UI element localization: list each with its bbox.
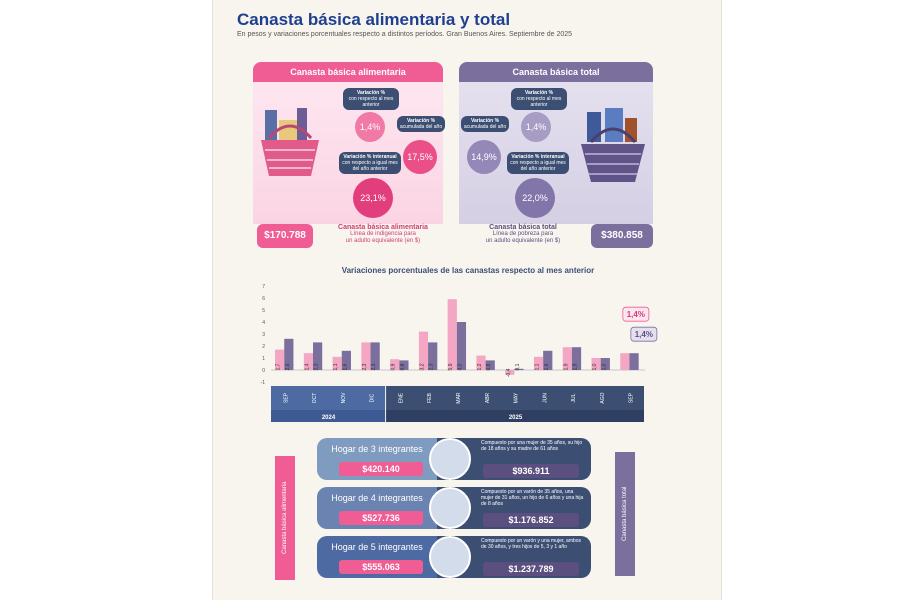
cba-panel: [253, 82, 443, 224]
bar-value-label: 2,3: [313, 363, 320, 371]
cba-var-mensual-value: 1,4%: [355, 112, 385, 142]
cbt-last-callout: 1,4%: [634, 330, 653, 340]
family-icon: [429, 536, 471, 578]
cbt-var-mensual-label: Variación % con respecto al mes anterior: [511, 88, 567, 110]
y-tick-label: 0: [262, 368, 265, 374]
bar-value-label: -0,4: [505, 368, 512, 378]
bar-value-label: 1,1: [534, 363, 541, 371]
bar-cba: [620, 353, 629, 370]
y-tick-label: 4: [262, 320, 265, 326]
household-card: [317, 438, 591, 480]
bar-value-label: 1,7: [275, 363, 282, 371]
x-tick-label: JUL: [571, 393, 578, 403]
bar-value-label: 2,3: [361, 363, 368, 371]
cbt-var-inter-label: Variación % interanual con respecto a igual mes del año anterior: [507, 152, 569, 174]
bar-value-label: 1,4: [304, 363, 311, 371]
household-cba-price: $420.140: [339, 462, 423, 476]
bar-value-label: 0,9: [390, 363, 397, 371]
household-name: Hogar de 4 integrantes: [331, 493, 423, 503]
x-tick-label: FEB: [427, 393, 434, 403]
bar-value-label: 2,3: [428, 363, 435, 371]
x-tick-label: MAR: [456, 392, 462, 404]
x-tick-label: NOV: [340, 392, 347, 404]
bar-cbt: [629, 353, 638, 370]
household-cbt-price: $1.237.789: [483, 562, 579, 576]
bar-cbt: [457, 322, 466, 370]
bar-value-label: 2,6: [284, 363, 291, 371]
cbt-var-acum-label: Variación % acumulada del año: [461, 116, 509, 132]
cba-var-acum-value: 17,5%: [403, 140, 437, 174]
x-tick-label: ENE: [398, 392, 405, 404]
page-subtitle: En pesos y variaciones porcentuales respecto a distintos períodos. Gran Buenos Aires. Septiembre de 2025: [237, 31, 573, 38]
cba-var-inter-label: Variación % interanual con respecto a igual mes del año anterior: [339, 152, 401, 174]
bar-value-label: 4,0: [457, 363, 464, 371]
cba-last-callout: 1,4%: [626, 310, 645, 320]
cba-price: $170.788: [257, 224, 313, 248]
household-cba-price: $527.736: [339, 511, 423, 525]
bar-value-label: 1,9: [563, 363, 570, 371]
x-tick-label: MAY: [513, 392, 520, 404]
x-tick-label: SEP: [283, 392, 290, 404]
household-cba-price: $555.063: [339, 560, 423, 574]
cbt-price: $380.858: [591, 224, 653, 248]
family-icon: [429, 487, 471, 529]
y-tick-label: 1: [262, 356, 265, 362]
bar-value-label: 1,9: [572, 363, 579, 371]
bar-value-label: 1,0: [601, 363, 608, 371]
bar-value-label: 5,9: [448, 363, 455, 371]
x-tick-label: ABR: [484, 392, 491, 404]
household-card: [317, 487, 591, 529]
cba-caption: Canasta básica alimentaria Línea de indigencia para un adulto equivalente (en $): [338, 224, 428, 244]
cba-basket-icon: [257, 104, 323, 178]
bar-value-label: 1,6: [543, 363, 550, 371]
y-tick-label: 2: [262, 344, 265, 350]
x-tick-label: DIC: [369, 393, 376, 403]
household-cbt-price: $1.176.852: [483, 513, 579, 527]
bar-value-label: 1,1: [333, 363, 340, 371]
y-tick-label: 6: [262, 296, 265, 302]
y-tick-label: 3: [262, 332, 265, 338]
bar-cba: [448, 299, 457, 370]
bar-value-label: 2,3: [371, 363, 378, 371]
variation-chart: [253, 278, 663, 426]
x-tick-label: SEP: [628, 392, 635, 404]
bar-value-label: 1,2: [477, 363, 484, 371]
household-card: [317, 536, 591, 578]
bar-value-label: 3,2: [419, 363, 426, 371]
household-name: Hogar de 3 integrantes: [331, 444, 423, 454]
y-tick-label: 7: [262, 284, 265, 290]
bar-value-label: 0,8: [399, 363, 406, 371]
chart-title: Variaciones porcentuales de las canastas respecto al mes anterior: [341, 266, 595, 275]
household-name: Hogar de 5 integrantes: [331, 542, 423, 552]
cbt-var-inter-value: 22,0%: [515, 178, 555, 218]
side-tab-cbt: Canasta básica total: [615, 452, 635, 576]
bar-value-label: 1,6: [342, 363, 349, 371]
cbt-panel-header: Canasta básica total: [459, 62, 653, 82]
side-tab-cba: Canasta básica alimentaria: [275, 456, 295, 580]
x-tick-label: OCT: [312, 392, 319, 404]
x-tick-label: JUN: [542, 393, 549, 403]
infographic: [212, 0, 722, 600]
y-tick-label: -1: [260, 380, 265, 386]
cbt-basket-icon: [577, 104, 649, 184]
family-icon: [429, 438, 471, 480]
cbt-var-acum-value: 14,9%: [467, 140, 501, 174]
cba-var-inter-value: 23,1%: [353, 178, 393, 218]
household-desc: Compuesto por un varón y una mujer, ambos de 30 años, y tres hijos de 5, 3 y 1 año: [481, 538, 582, 550]
household-desc: Compuesto por una mujer de 35 años, su hijo de 18 años y su madre de 61 años: [481, 440, 583, 452]
cbt-caption: Canasta básica total Línea de pobreza para un adulto equivalente (en $): [485, 224, 561, 244]
page-title: Canasta básica alimentaria y total: [237, 10, 511, 29]
cbt-var-mensual-value: 1,4%: [521, 112, 551, 142]
cba-panel-header: Canasta básica alimentaria: [253, 62, 443, 82]
x-tick-label: AGO: [599, 392, 606, 404]
bar-value-label: 1,0: [592, 363, 599, 371]
y-tick-label: 5: [262, 308, 265, 314]
household-desc: Compuesto por un varón de 35 años, una mujer de 31 años, un hijo de 6 años y una hija de 8 años: [481, 489, 584, 507]
cba-var-mensual-label: Variación % con respecto al mes anterior: [343, 88, 399, 110]
household-cbt-price: $936.911: [483, 464, 579, 478]
year-label: 2025: [508, 415, 523, 421]
cba-var-acum-label: Variación % acumulada del año: [397, 116, 445, 132]
cbt-panel: [459, 82, 653, 224]
year-label: 2024: [321, 415, 336, 421]
bar-value-label: 0,1: [514, 363, 521, 371]
bar-value-label: 0,8: [486, 363, 493, 371]
